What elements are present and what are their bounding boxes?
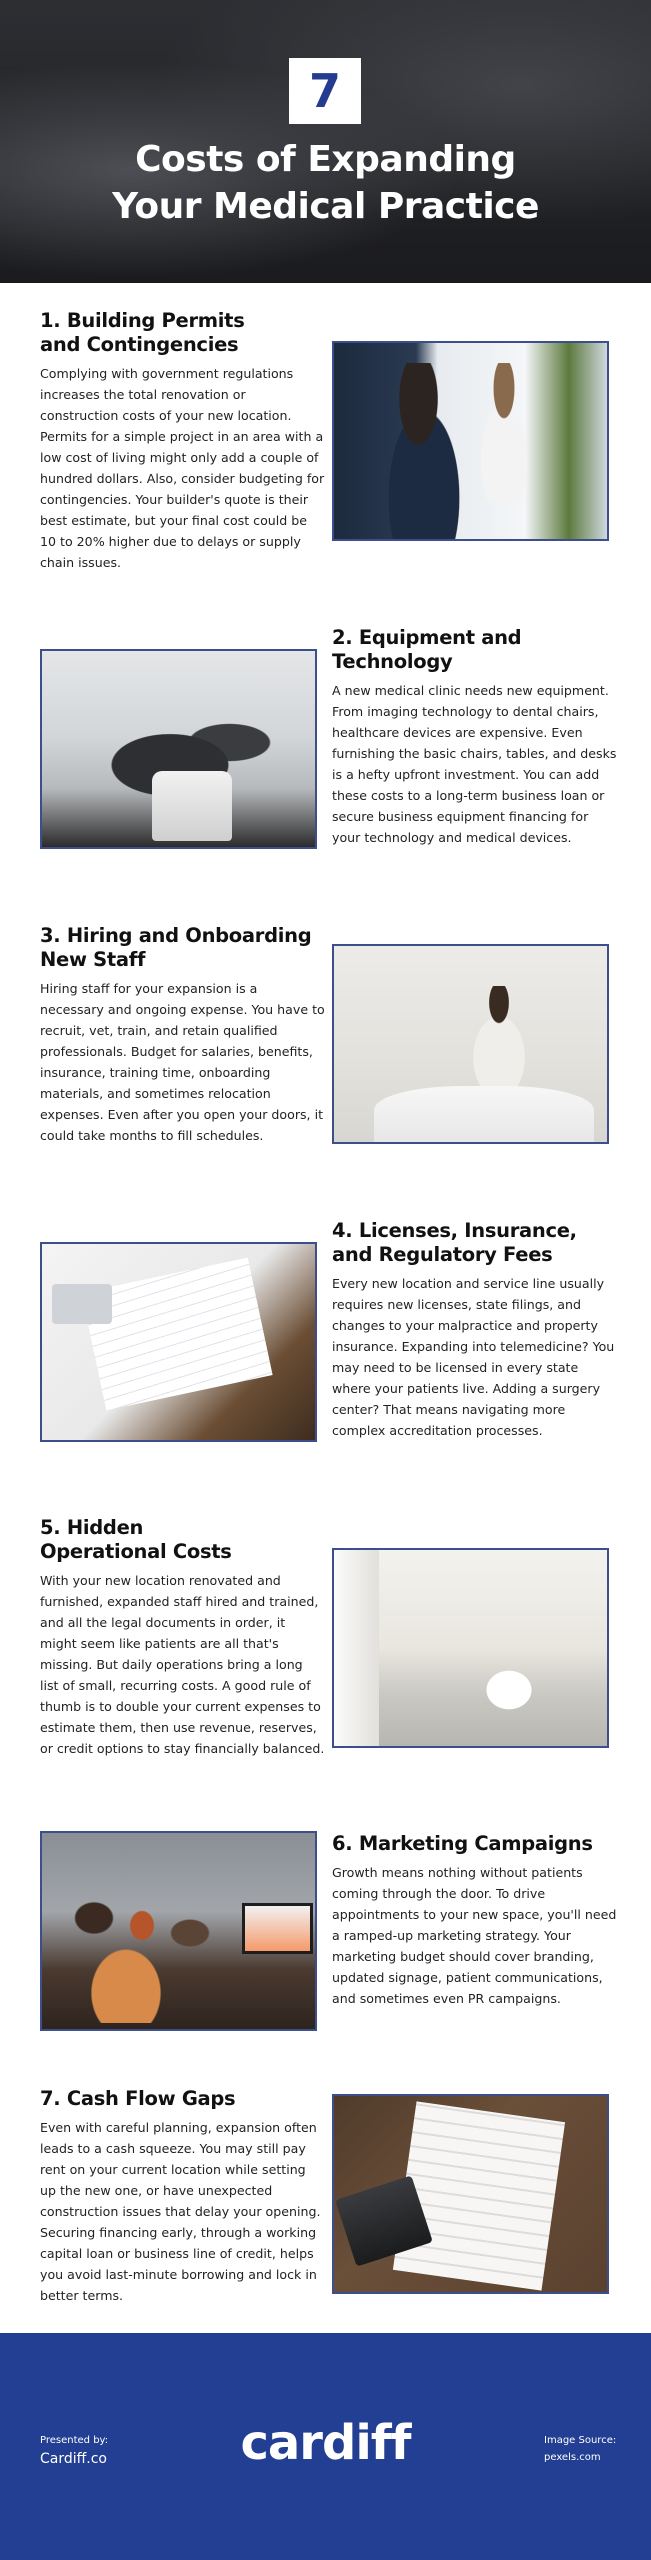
section-text: [332, 1219, 617, 1441]
section-title: 6. Marketing Campaigns: [332, 1832, 593, 1855]
section-title: 5. Hidden Operational Costs: [40, 1516, 232, 1563]
page-title: [0, 136, 651, 230]
section-text: [40, 309, 325, 573]
footer: [0, 2333, 651, 2560]
section-text: [332, 1832, 617, 2009]
documents-photo: [40, 1242, 317, 1442]
section-text: [40, 1516, 325, 1759]
section-cash-flow: [0, 2083, 651, 2323]
section-text: [332, 626, 617, 848]
number-badge-value: 7: [308, 64, 341, 118]
page-title-line2: Your Medical Practice: [112, 186, 539, 227]
team-meeting-photo: [40, 1831, 317, 2031]
meeting-photo: [332, 341, 609, 541]
section-title: 2. Equipment and Technology: [332, 626, 522, 673]
section-text: [40, 2087, 325, 2306]
section-body: A new medical clinic needs new equipment. From imaging technology to dental chairs, healthcare devices are expensive. Even furnishing the basic chairs, tables, and desks is a hefty upfront investment. You can add these costs to a long-term business loan or secure business equipment financing for your technology and medical devices.: [332, 683, 617, 845]
renovated-room-photo: [332, 1548, 609, 1748]
section-title: 1. Building Permits and Contingencies: [40, 309, 245, 356]
section-body: Complying with government regulations increases the total renovation or construction costs of your new location. Permits for a simple project in an area with a low cost of living might only add a couple of hundred dollars. Also, consider budgeting for contingencies. Your builder's quote is their best estimate, but your final cost could be 10 to 20% higher due to delays or supply chain issues.: [40, 366, 325, 570]
section-licenses: [0, 1215, 651, 1485]
section-title: 4. Licenses, Insurance, and Regulatory Fees: [332, 1219, 577, 1266]
section-equipment: [0, 622, 651, 892]
presented-by-link[interactable]: Cardiff.co: [40, 2451, 107, 2467]
cash-desk-photo: [332, 2094, 609, 2294]
section-body: Every new location and service line usually requires new licenses, state filings, and changes to your malpractice and property insurance. Expanding into telemedicine? You may need to be licensed in every state where your patients live. Adding a surgery center? That means navigating more complex accreditation processes.: [332, 1276, 615, 1438]
section-building-permits: [0, 305, 651, 575]
section-body: Hiring staff for your expansion is a necessary and ongoing expense. You have to recruit, vet, train, and retain qualified professionals. Budget for salaries, benefits, insurance, training time, onboarding materials, and sometimes relocation expenses. Even after you open your doors, it could take months to fill schedules.: [40, 981, 325, 1143]
section-marketing: [0, 1828, 651, 2058]
dental-chair-photo: [40, 649, 317, 849]
section-text: [40, 924, 325, 1146]
hiring-interview-photo: [332, 944, 609, 1144]
section-body: Growth means nothing without patients coming through the door. To drive appointments to your new space, you'll need a ramped-up marketing strategy. Your marketing budget should cover branding, updated signage, patient communications, and sometimes even PR campaigns.: [332, 1865, 617, 2006]
section-body: Even with careful planning, expansion often leads to a cash squeeze. You may still pay rent on your current location while setting up the new one, or have unexpected construction issues that delay your opening. Securing financing early, through a working capital loan or business line of credit, helps you avoid last-minute borrowing and lock in better terms.: [40, 2120, 321, 2303]
section-hidden-costs: [0, 1512, 651, 1802]
presented-by-label: Presented by:: [40, 2435, 109, 2446]
image-source-link[interactable]: pexels.com: [544, 2452, 601, 2463]
image-source-label: Image Source:: [544, 2435, 617, 2446]
hero-banner: [0, 0, 651, 283]
page-title-line1: Costs of Expanding: [135, 139, 516, 180]
section-hiring: [0, 920, 651, 1190]
section-title: 7. Cash Flow Gaps: [40, 2087, 236, 2110]
section-body: With your new location renovated and furnished, expanded staff hired and trained, and all the legal documents in order, it might seem like patients are all that's missing. But daily operations bring a long list of small, recurring costs. A good rule of thumb is to double your current expenses to estimate them, then use revenue, reserves, or credit options to stay financially balanced.: [40, 1573, 325, 1756]
cardiff-logo: cardiff: [240, 2415, 411, 2471]
number-badge: [289, 58, 361, 124]
section-title: 3. Hiring and Onboarding New Staff: [40, 924, 312, 971]
